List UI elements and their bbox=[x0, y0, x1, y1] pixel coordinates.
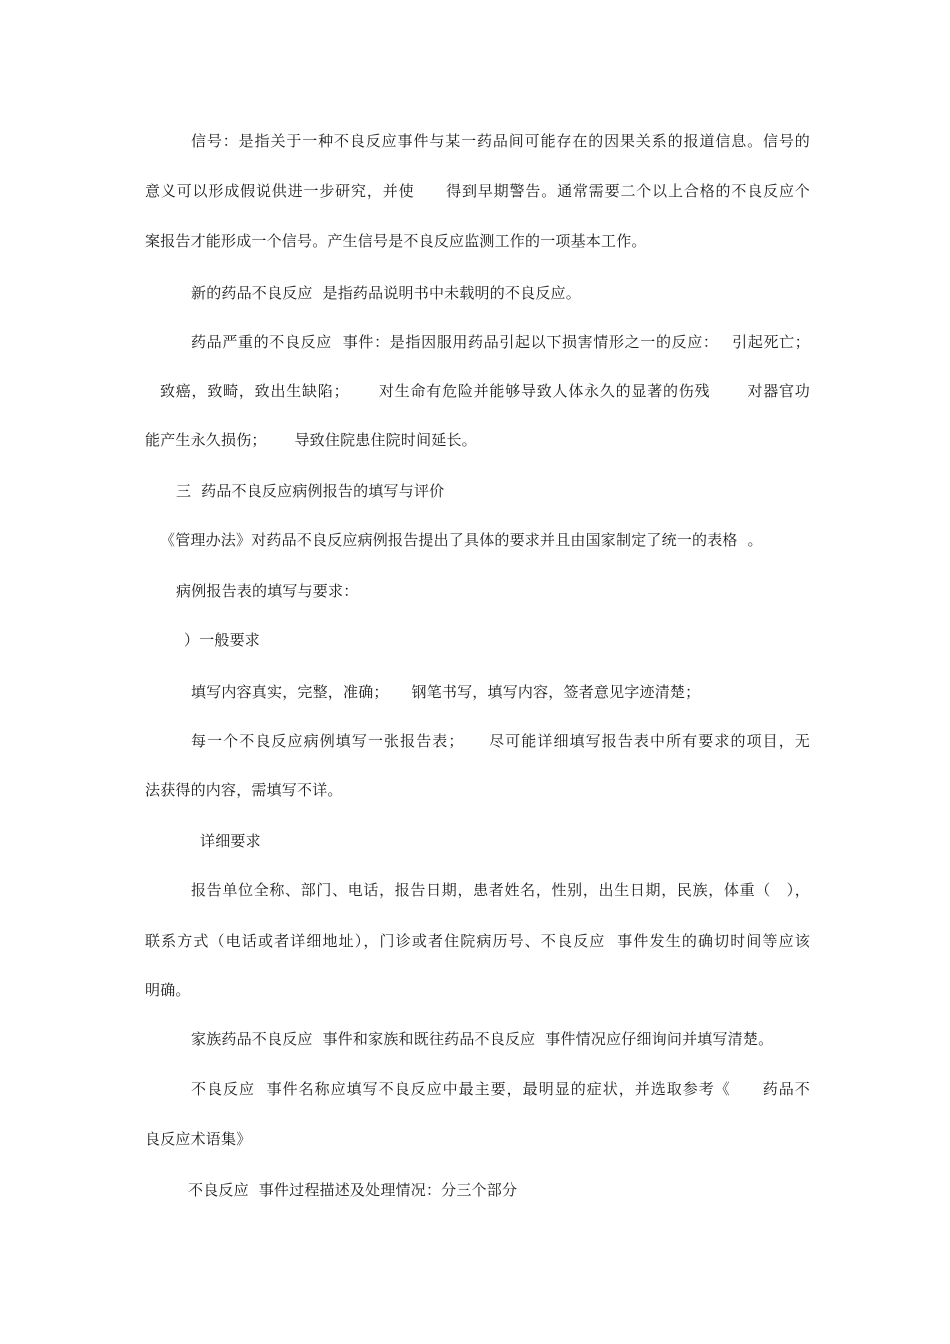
paragraph-signal-line-1: 信号：是指关于一种不良反应事件与某一药品间可能存在的因果关系的报道信息。信号的 bbox=[191, 132, 810, 150]
paragraph-serious-adr-line-3: 能产生永久损伤； 导致住院患住院时间延长。 bbox=[145, 431, 477, 449]
paragraph-detailed-req-line-1: 报告单位全称、部门、电话，报告日期，患者姓名，性别，出生日期，民族，体重（ ）， bbox=[191, 881, 810, 899]
paragraph-general-req-line-3: 法获得的内容，需填写不详。 bbox=[145, 781, 343, 799]
section-heading-3: 三 药品不良反应病例报告的填写与评价 bbox=[176, 482, 445, 500]
paragraph-management-measures: 《管理办法》对药品不良反应病例报告提出了具体的要求并且由国家制定了统一的表格 。 bbox=[160, 531, 763, 549]
paragraph-new-adr: 新的药品不良反应 是指药品说明书中未载明的不良反应。 bbox=[191, 284, 581, 302]
paragraph-adr-name-line-1: 不良反应 事件名称应填写不良反应中最主要，最明显的症状，并选取参考《 药品不 bbox=[191, 1080, 810, 1098]
subheading-report-form: 病例报告表的填写与要求： bbox=[176, 582, 359, 600]
paragraph-detailed-req-line-2: 联系方式（电话或者详细地址），门诊或者住院病历号、不良反应 事件发生的确切时间等应该 bbox=[145, 932, 810, 950]
paragraph-family-history: 家族药品不良反应 事件和家族和既往药品不良反应 事件情况应仔细询问并填写清楚。 bbox=[191, 1030, 774, 1048]
subheading-detailed-requirements: 详细要求 bbox=[200, 832, 261, 850]
paragraph-adr-name-line-2: 良反应术语集》 bbox=[145, 1130, 252, 1148]
paragraph-serious-adr-line-2: 致癌，致畸，致出生缺陷； 对生命有危险并能够导致人体永久的显著的伤残 对器官功 bbox=[160, 382, 810, 400]
subheading-general-requirements: ）一般要求 bbox=[184, 631, 261, 649]
paragraph-general-req-line-2: 每一个不良反应病例填写一张报告表； 尽可能详细填写报告表中所有要求的项目，无 bbox=[191, 732, 810, 750]
paragraph-serious-adr-line-1: 药品严重的不良反应 事件：是指因服用药品引起以下损害情形之一的反应： 引起死亡； bbox=[191, 333, 810, 351]
paragraph-adr-process: 不良反应 事件过程描述及处理情况：分三个部分 bbox=[188, 1181, 518, 1199]
paragraph-signal-line-3: 案报告才能形成一个信号。产生信号是不良反应监测工作的一项基本工作。 bbox=[145, 232, 647, 250]
paragraph-detailed-req-line-3: 明确。 bbox=[145, 981, 191, 999]
paragraph-general-req-line-1: 填写内容真实，完整，准确； 钢笔书写，填写内容，签者意见字迹清楚； bbox=[191, 683, 701, 701]
paragraph-signal-line-2: 意义可以形成假说供进一步研究，并使 得到早期警告。通常需要二个以上合格的不良反应个 bbox=[145, 182, 810, 200]
